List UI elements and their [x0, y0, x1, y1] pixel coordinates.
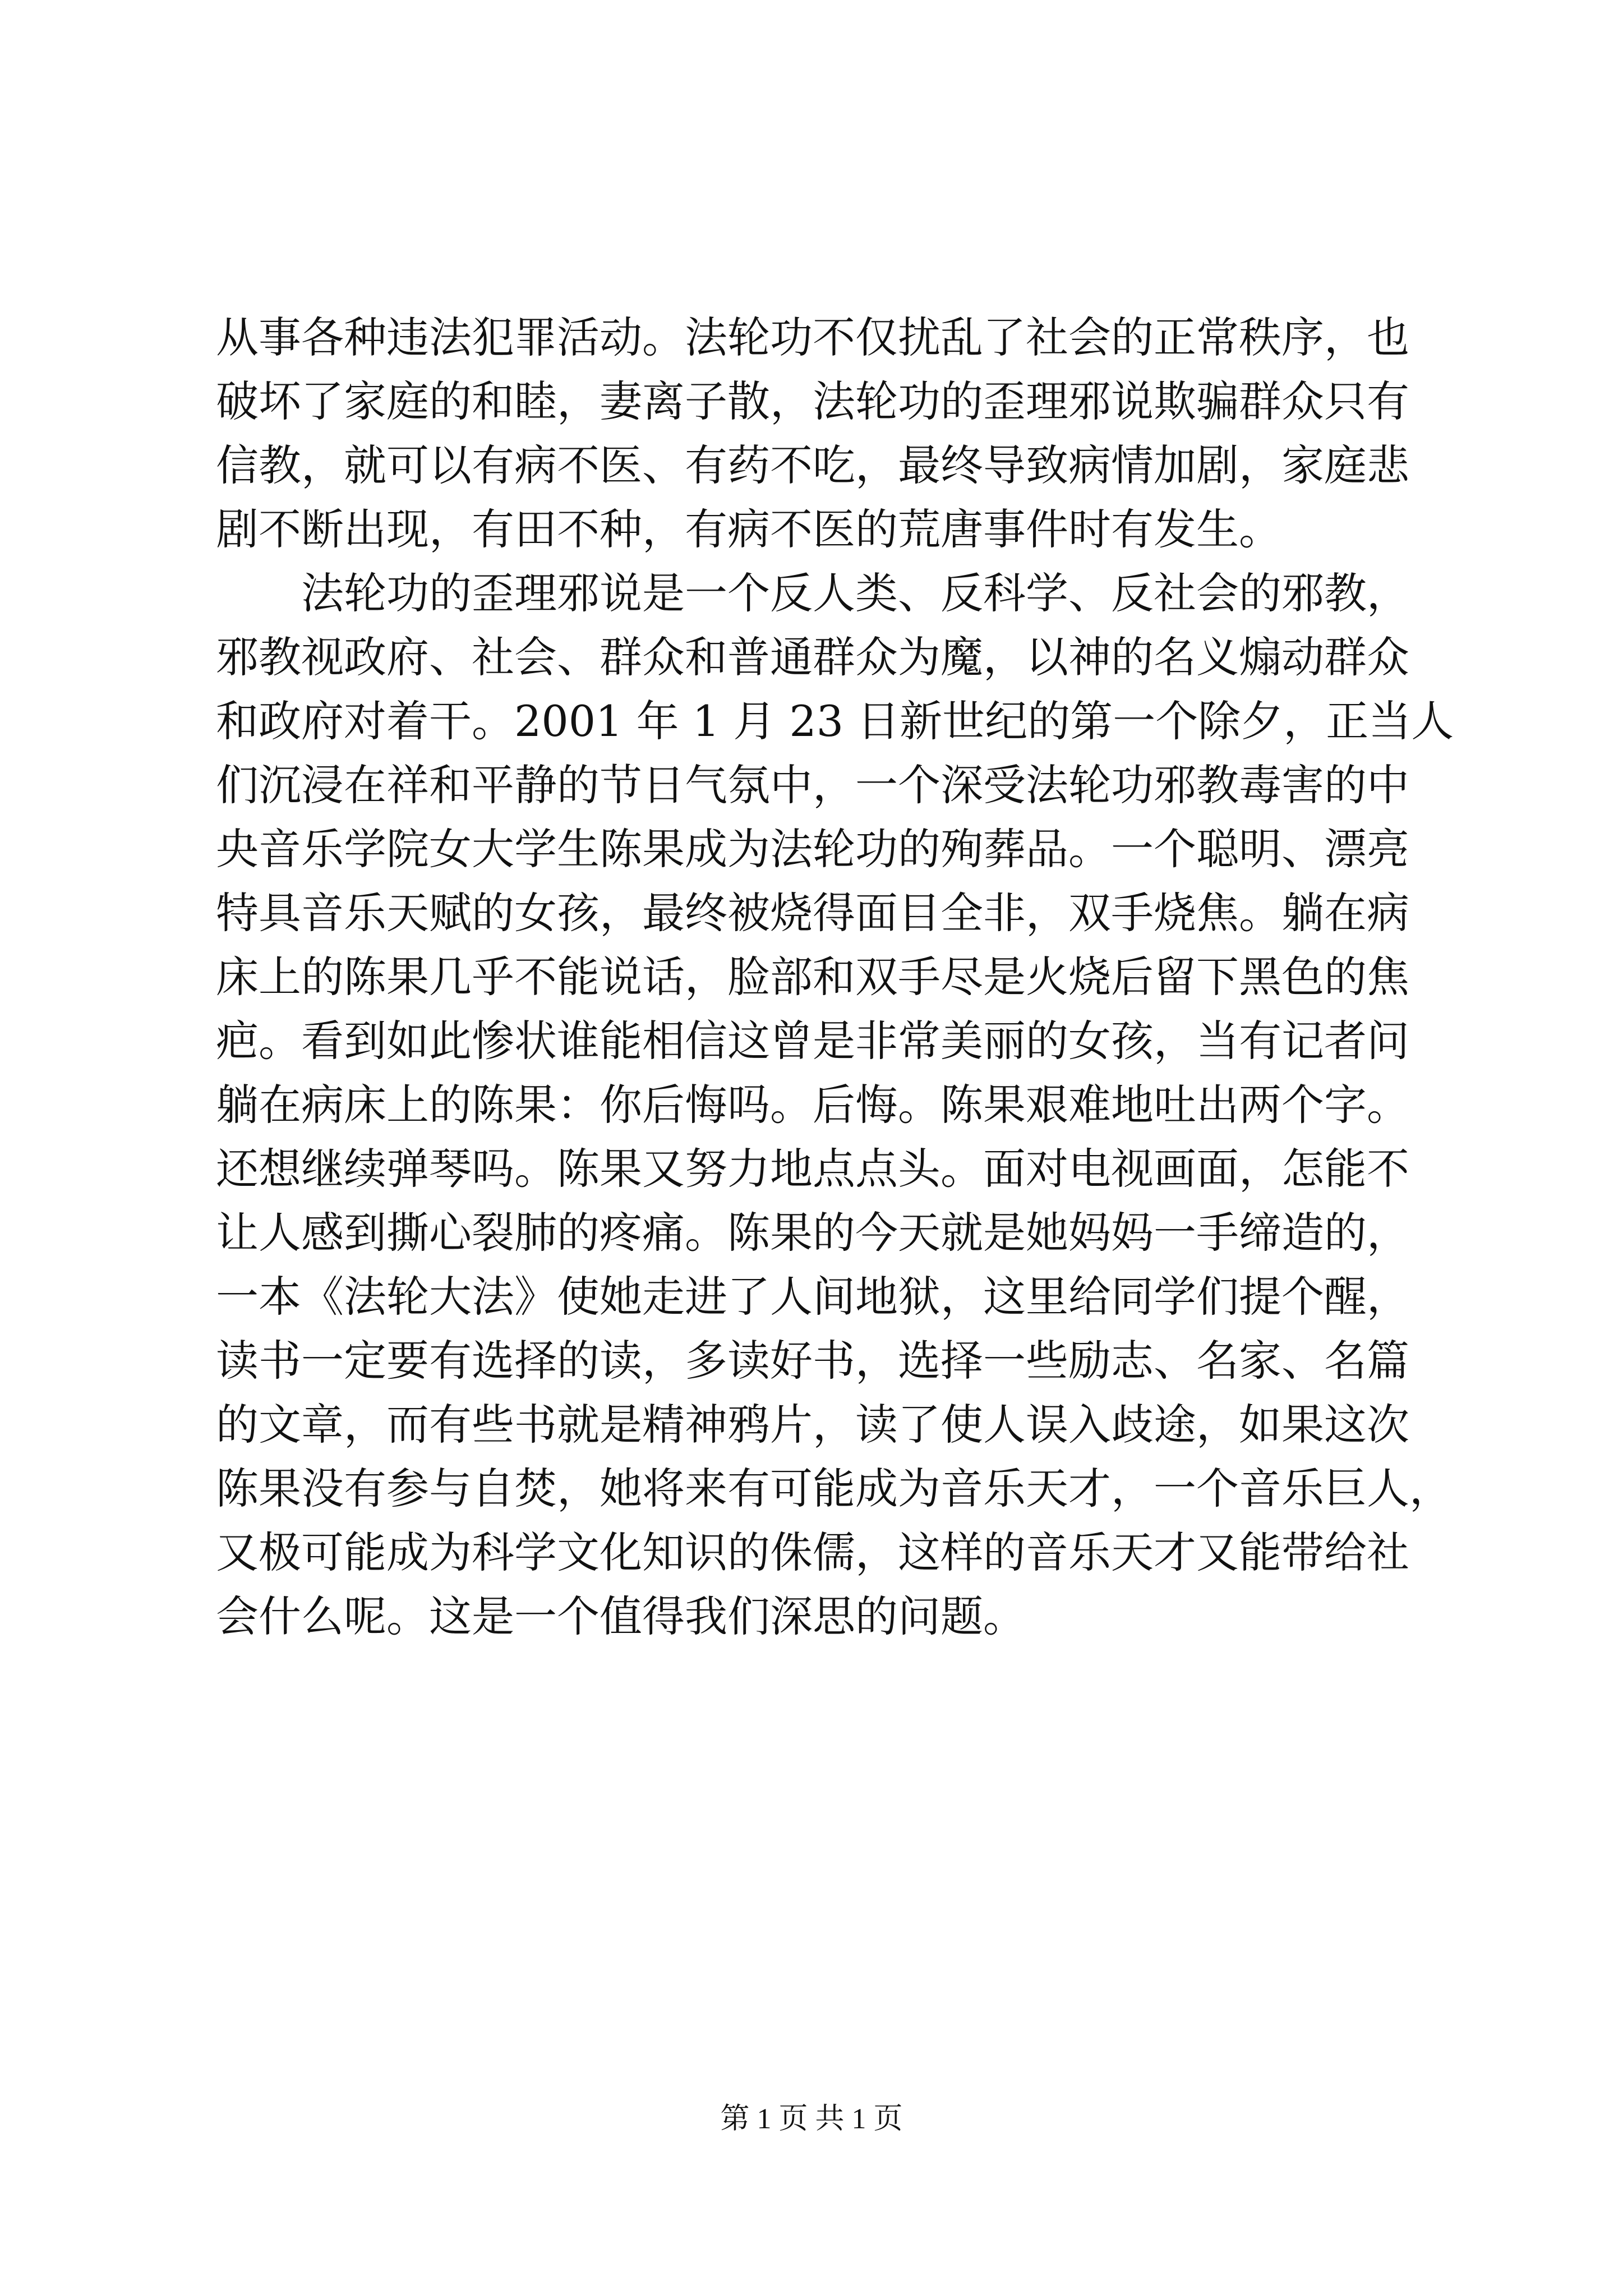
paragraph-2-line-5: 央音乐学院女大学生陈果成为法轮功的殉葬品。一个聪明、漂亮 — [216, 824, 1409, 874]
paragraph-2-line-1: 法轮功的歪理邪说是一个反人类、反科学、反社会的邪教， — [301, 568, 1409, 618]
paragraph-1-line-3: 信教，就可以有病不医、有药不吃，最终导致病情加剧，家庭悲 — [216, 440, 1409, 490]
paragraph-2-line-11: 让人感到撕心裂肺的疼痛。陈果的今天就是她妈妈一手缔造的， — [216, 1208, 1409, 1258]
paragraph-2-line-2: 邪教视政府、社会、群众和普通群众为魔，以神的名义煽动群众 — [216, 632, 1409, 682]
paragraph-1-line-1: 从事各种违法犯罪活动。法轮功不仅扰乱了社会的正常秩序，也 — [216, 312, 1409, 362]
paragraph-2-line-6: 特具音乐天赋的女孩，最终被烧得面目全非，双手烧焦。躺在病 — [216, 888, 1409, 938]
paragraph-2-line-4: 们沉浸在祥和平静的节日气氛中，一个深受法轮功邪教毒害的中 — [216, 760, 1409, 810]
paragraph-1-line-4: 剧不断出现，有田不种，有病不医的荒唐事件时有发生。 — [216, 504, 1281, 554]
paragraph-1-line-2: 破坏了家庭的和睦，妻离子散，法轮功的歪理邪说欺骗群众只有 — [216, 376, 1409, 426]
paragraph-2-line-17: 会什么呢。这是一个值得我们深思的问题。 — [216, 1591, 1026, 1641]
paragraph-2-line-8: 疤。看到如此惨状谁能相信这曾是非常美丽的女孩，当有记者问 — [216, 1016, 1409, 1066]
paragraph-2-line-15: 陈果没有参与自焚，她将来有可能成为音乐天才，一个音乐巨人， — [216, 1464, 1452, 1513]
paragraph-2-line-10: 还想继续弹琴吗。陈果又努力地点点头。面对电视画面，怎能不 — [216, 1144, 1409, 1194]
page-number-footer: 第 1 页 共 1 页 — [720, 2103, 903, 2135]
paragraph-2-line-13: 读书一定要有选择的读，多读好书，选择一些励志、名家、名篇 — [216, 1336, 1409, 1386]
paragraph-2-line-3: 和政府对着干。2001 年 1 月 23 日新世纪的第一个除夕，正当人 — [216, 696, 1454, 746]
paragraph-2-line-9: 躺在病床上的陈果：你后悔吗。后悔。陈果艰难地吐出两个字。 — [216, 1080, 1409, 1130]
paragraph-2-line-12: 一本《法轮大法》使她走进了人间地狱，这里给同学们提个醒， — [216, 1272, 1409, 1322]
paragraph-2-line-7: 床上的陈果几乎不能说话，脸部和双手尽是火烧后留下黑色的焦 — [216, 952, 1409, 1002]
paragraph-2-line-16: 又极可能成为科学文化知识的侏儒，这样的音乐天才又能带给社 — [216, 1527, 1409, 1577]
paragraph-2-line-14: 的文章，而有些书就是精神鸦片，读了使人误入歧途，如果这次 — [216, 1400, 1409, 1450]
